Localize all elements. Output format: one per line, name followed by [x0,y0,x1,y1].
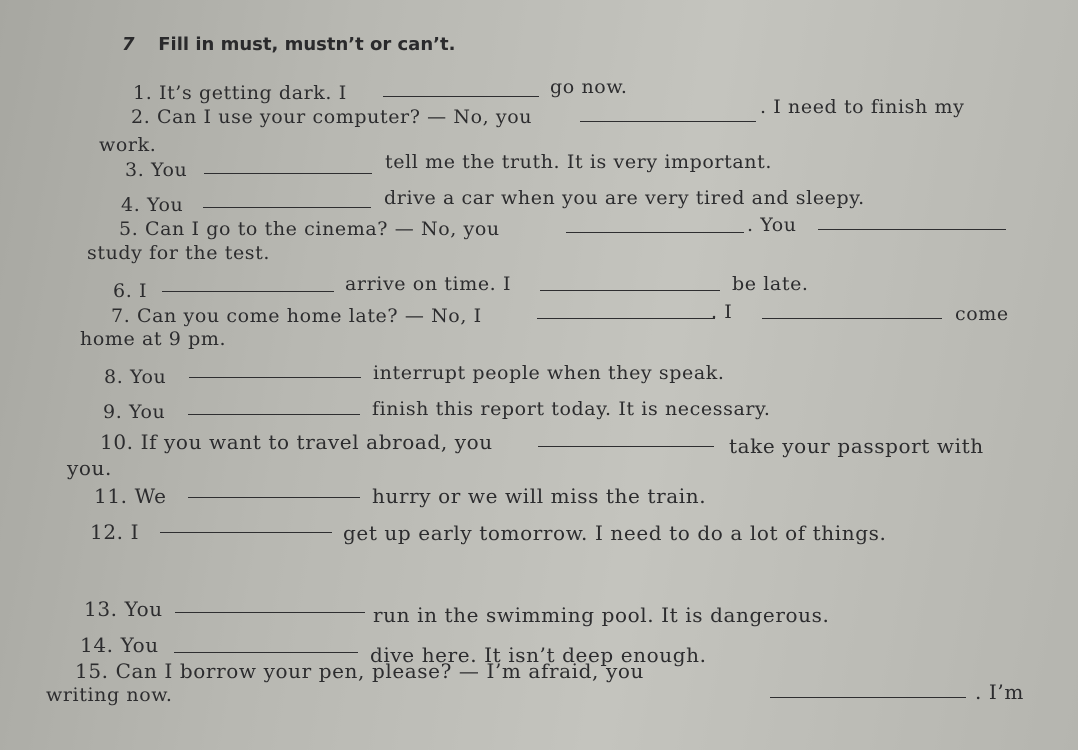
item-9-text-after: finish this report today. It is necessary. [372,398,771,420]
item-7-text: 7. Can you come home late? — No, I [111,305,482,327]
item-10-text-after: take your passport with [729,434,984,458]
item-5-blank-1[interactable] [566,232,744,233]
item-12-text-after: get up early tomorrow. I need to do a lot of things. [343,521,887,545]
item-6-blank-1[interactable] [162,291,334,292]
item-7-text-after: come [955,303,1009,325]
item-14-text: 14. You [80,633,159,657]
item-11-blank[interactable] [188,497,360,498]
item-2-text: 2. Can I use your computer? — No, you [131,106,533,128]
task-number: 7 [122,34,135,55]
item-2-continuation: work. [99,134,157,156]
item-13-text: 13. You [84,597,163,621]
item-6-text-after: be late. [732,273,809,295]
item-14-blank[interactable] [174,652,358,653]
item-10-text: 10. If you want to travel abroad, you [100,430,493,454]
item-10-blank[interactable] [538,446,714,447]
item-8-blank[interactable] [189,377,361,378]
item-5-blank-2[interactable] [818,229,1006,230]
item-15-continuation: writing now. [46,684,173,706]
task-header [122,34,455,55]
item-4-blank[interactable] [203,207,371,208]
item-6-blank-2[interactable] [540,290,720,291]
item-14-text-after: dive here. It isn’t deep enough. [370,643,707,667]
item-5-continuation: study for the test. [87,242,271,264]
item-11-text: 11. We [94,484,167,508]
item-6-text: 6. I [113,280,148,302]
item-10-continuation: you. [67,456,112,480]
item-13-blank[interactable] [175,612,365,613]
item-3-text: 3. You [125,159,188,181]
item-9-blank[interactable] [188,414,360,415]
item-1-blank[interactable] [383,96,539,97]
item-2-text-after: . I need to finish my [760,96,965,118]
item-7-continuation: home at 9 pm. [80,328,227,350]
item-4-text-after: drive a car when you are very tired and sleepy. [384,187,865,209]
item-3-text-after: tell me the truth. It is very important. [385,151,772,173]
item-1-text: 1. It’s getting dark. I [133,82,347,104]
item-9-text: 9. You [103,401,166,423]
item-5-text-after: . You [747,214,797,236]
task-title: Fill in must, mustn’t or can’t. [158,34,456,55]
item-6-text-middle: arrive on time. I [345,273,512,295]
item-8-text: 8. You [104,366,167,388]
item-12-blank[interactable] [160,532,332,533]
item-8-text-after: interrupt people when they speak. [373,362,725,384]
item-15-text-after: . I’m [975,680,1024,704]
item-15-blank[interactable] [770,697,966,698]
item-3-blank[interactable] [204,173,372,174]
item-7-blank-1[interactable] [537,318,715,319]
item-11-text-after: hurry or we will miss the train. [372,484,707,508]
item-12-text: 12. I [90,520,140,544]
item-2-blank[interactable] [580,121,756,122]
item-5-text: 5. Can I go to the cinema? — No, you [119,218,500,240]
item-13-text-after: run in the swimming pool. It is dangerous. [373,603,830,627]
item-1-text-after: go now. [550,76,628,98]
item-15-text: 15. Can I borrow your pen, please? — I’m afraid, you [75,659,644,683]
item-4-text: 4. You [121,194,184,216]
item-7-text-middle: . I [711,301,733,323]
item-7-blank-2[interactable] [762,318,942,319]
